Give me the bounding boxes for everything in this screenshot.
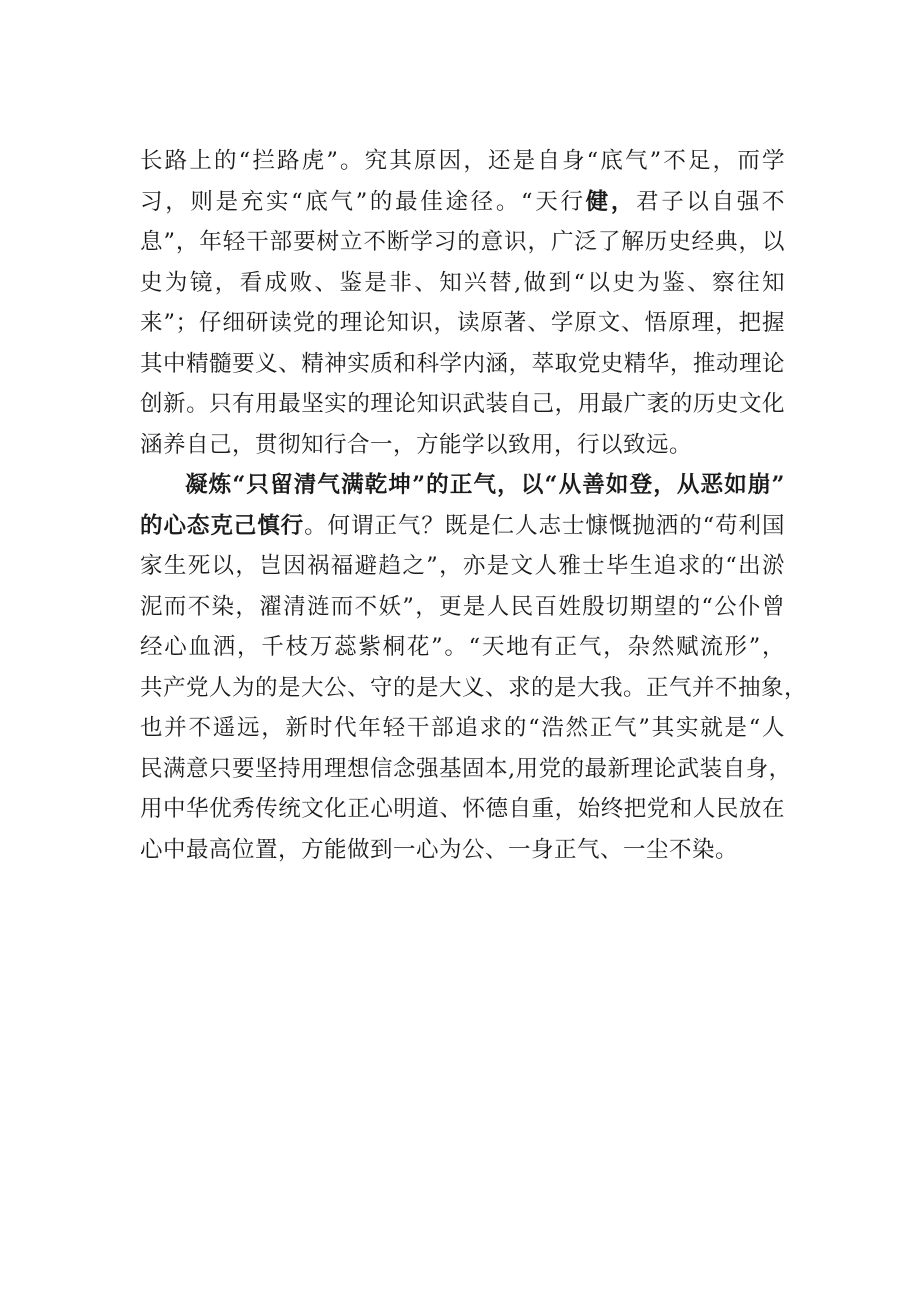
text-run: 习，则是充实“底气”的最佳途径。“天行 (140, 188, 586, 215)
text-run: 经心血洒，千枝万蕊紫桐花”。“天地有正气，杂然赋流形”， (140, 634, 785, 660)
text-line (140, 668, 808, 709)
bold-text: 的心态克己慎行 (140, 512, 305, 539)
text-line (140, 141, 785, 182)
text-run: 息”，年轻干部要树立不断学习的意识，广泛了解历史经典，以 (140, 229, 785, 255)
text-run: 共产党人为的是大公、守的是大义、求的是大我。正气并不抽象， (140, 674, 808, 701)
document-body (140, 141, 808, 870)
paragraph (140, 465, 808, 870)
text-run: 家生死以，岂因祸福避趋之”，亦是文人雅士毕生追求的“出淤 (140, 553, 785, 579)
text-line (140, 789, 785, 830)
text-run: 。何谓正气？既是仁人志士慷慨抛洒的“苟利国 (304, 512, 785, 539)
text-run: 民满意只要坚持用理想信念强基固本,用党的最新理论武装自身， (140, 755, 792, 782)
text-run: 创新。只有用最坚实的理论知识武装自己，用最广袤的历史文化 (140, 391, 785, 417)
text-line (140, 263, 785, 304)
text-line (140, 425, 785, 466)
text-run: 长路上的“拦路虎”。究其原因，还是自身“底气”不足，而学 (140, 148, 785, 174)
text-line (140, 344, 785, 385)
bold-text: 凝炼“只留清气满乾坤”的正气，以“从善如登，从恶如崩” (185, 472, 785, 498)
text-line (140, 222, 785, 263)
text-run: 用中华优秀传统文化正心明道、怀德自重，始终把党和人民放在 (140, 796, 785, 822)
text-line (140, 303, 785, 344)
bold-text: 健， (585, 188, 637, 215)
text-line (140, 465, 785, 506)
text-line (140, 506, 785, 547)
text-line (140, 546, 785, 587)
text-run: 来”；仔细研读党的理论知识，读原著、学原文、悟原理，把握 (140, 310, 785, 336)
text-line (140, 708, 785, 749)
text-run: 其中精髓要义、精神实质和科学内涵，萃取党史精华，推动理论 (140, 350, 785, 377)
text-run: 心中最高位置，方能做到一心为公、一身正气、一尘不染。 (140, 836, 739, 863)
text-line (140, 830, 785, 871)
text-run: 史为镜，看成败、鉴是非、知兴替,做到“以史为鉴、察往知 (140, 269, 785, 296)
paragraph (140, 141, 785, 465)
text-run: 涵养自己，贯彻知行合一，方能学以致用，行以致远。 (140, 431, 693, 458)
text-line (140, 384, 785, 425)
text-run: 君子以自强不 (636, 188, 785, 215)
text-run: 也并不遥远，新时代年轻干部追求的“浩然正气”其实就是“人 (140, 715, 785, 741)
text-line (140, 182, 785, 223)
text-line (140, 749, 792, 790)
text-run: 泥而不染，濯清涟而不妖”，更是人民百姓殷切期望的“公仆曾 (140, 593, 785, 620)
text-line (140, 587, 785, 628)
text-line (140, 627, 785, 668)
